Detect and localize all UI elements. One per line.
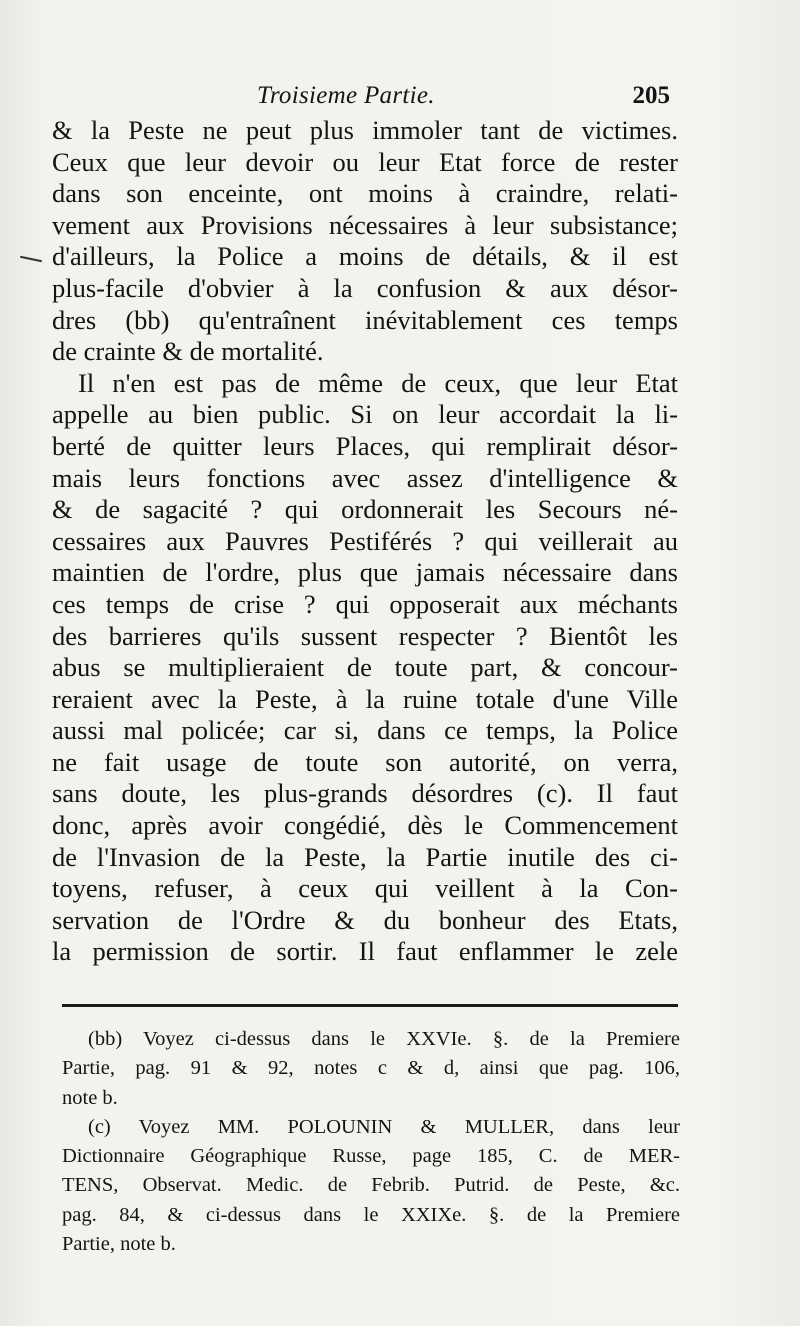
- text-line: de l'Invasion de la Peste, la Partie inutile des ci-: [52, 841, 678, 872]
- footnote-line: Partie, note b.: [62, 1233, 176, 1256]
- footnote-line: Dictionnaire Géographique Russe, page 185, C. de MER-: [62, 1145, 680, 1168]
- text-line: appelle au bien public. Si on leur accordait la li-: [52, 399, 678, 430]
- margin-mark: [20, 256, 42, 263]
- text-line: toyens, refuser, à ceux qui veillent à la Con-: [52, 873, 678, 904]
- text-line: ne fait usage de toute son autorité, on verra,: [52, 746, 678, 777]
- text-line: abus se multiplieraient de toute part, & concour-: [52, 652, 678, 683]
- footnote-divider: [62, 1004, 678, 1007]
- text-line: mais leurs fonctions avec assez d'intelligence &: [52, 462, 678, 493]
- text-line: Ceux que leur devoir ou leur Etat force de rester: [52, 146, 678, 177]
- text-line: donc, après avoir congédié, dès le Commencement: [52, 810, 678, 841]
- footnote-line: (bb) Voyez ci-dessus dans le XXVIe. §. de la Premiere: [88, 1028, 680, 1050]
- page-header: [52, 82, 670, 116]
- text-line: sans doute, les plus-grands désordres (c). Il faut: [52, 778, 678, 809]
- running-title: Troisieme Partie.: [257, 82, 435, 109]
- text-line: dans son enceinte, ont moins à craindre, relati-: [52, 178, 678, 209]
- text-line: de crainte & de mortalité.: [52, 336, 324, 367]
- text-line: vement aux Provisions nécessaires à leur subsistance;: [52, 209, 678, 240]
- footnote-line: note b.: [62, 1086, 118, 1109]
- footnote-line: Partie, pag. 91 & 92, notes c & d, ainsi que pag. 106,: [62, 1057, 680, 1080]
- footnote-line: (c) Voyez MM. POLOUNIN & MULLER, dans leur: [88, 1115, 680, 1138]
- text-line: & la Peste ne peut plus immoler tant de victimes.: [52, 115, 678, 145]
- text-line: servation de l'Ordre & du bonheur des Etats,: [52, 904, 678, 935]
- footnote-line: pag. 84, & ci-dessus dans le XXIXe. §. de la Premiere: [62, 1203, 680, 1226]
- text-line: dres (bb) qu'entraînent inévitablement ces temps: [52, 304, 678, 335]
- text-line: berté de quitter leurs Places, qui remplirait désor-: [52, 430, 678, 461]
- footnotes: [62, 1025, 680, 1259]
- paragraph-start-line: Il n'en est pas de même de ceux, que leur Etat: [78, 367, 678, 398]
- text-line: cessaires aux Pauvres Pestiférés ? qui veillerait au: [52, 525, 678, 556]
- text-line: des barrieres qu'ils sussent respecter ? Bientôt les: [52, 620, 678, 651]
- text-line: aussi mal policée; car si, dans ce temps, la Police: [52, 715, 678, 746]
- footnote-line: TENS, Observat. Medic. de Febrib. Putrid. de Peste, &c.: [62, 1174, 680, 1197]
- text-line: & de sagacité ? qui ordonnerait les Secours né-: [52, 494, 678, 525]
- page-number: 205: [632, 82, 670, 109]
- body-text: [52, 115, 678, 968]
- text-line: plus-facile d'obvier à la confusion & aux désor-: [52, 272, 678, 303]
- text-line: reraient avec la Peste, à la ruine totale d'une Ville: [52, 683, 678, 714]
- text-line: maintien de l'ordre, plus que jamais nécessaire dans: [52, 557, 678, 588]
- text-line: la permission de sortir. Il faut enflammer le zele: [52, 936, 678, 967]
- text-line: ces temps de crise ? qui opposerait aux méchants: [52, 588, 678, 619]
- text-line: d'ailleurs, la Police a moins de détails, & il est: [52, 241, 678, 272]
